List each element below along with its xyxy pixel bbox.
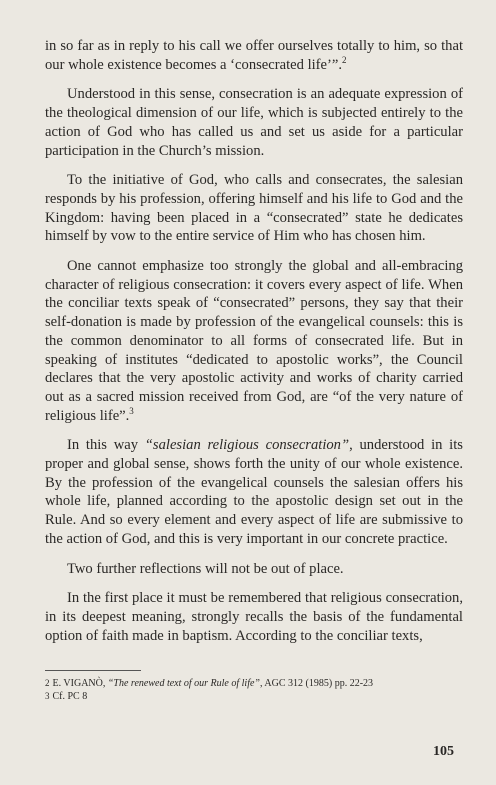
footnote-2-author: E. VIGANÒ, bbox=[52, 678, 108, 689]
paragraph-1 bbox=[45, 37, 463, 74]
paragraph-6: Two further reflections will not be out of place. bbox=[67, 560, 344, 577]
paragraph-2: Understood in this sense, consecration is an adequate expression of the theological dimension of our life, which is subjected entirely to the action of God who has called us and set us aside for a particular participation in the Church’s mission. bbox=[45, 86, 463, 159]
footnotes bbox=[45, 677, 463, 703]
footnote-rule bbox=[45, 670, 141, 671]
paragraph-5 bbox=[45, 436, 463, 548]
paragraph-4-text: One cannot emphasize too strongly the global and all-embracing character of religious consecration: it covers every aspect of life. When the conciliar texts speak of “consecrated” persons, they say that their self-donation is made by profession of the evangelical counsels: this is the common denominator to all forms of consecrated life. But in speaking of institutes “dedicated to apostolic works”, the Council declares that the very apostolic activity and works of charity carried out as a sacred mission received from God, are “of the very nature of religious life”. bbox=[45, 258, 463, 424]
footnote-2-source: , AGC 312 (1985) pp. 22-23 bbox=[259, 678, 374, 689]
footnote-ref-3: 3 bbox=[129, 405, 134, 416]
footnote-3-number: 3 bbox=[45, 691, 50, 701]
paragraph-1-text: in so far as in reply to his call we offer ourselves totally to him, so that our whole existence becomes a ‘consecrated life’”. bbox=[45, 38, 463, 73]
paragraph-5-emphasis: “salesian religious consecration” bbox=[144, 437, 350, 454]
footnote-2 bbox=[45, 677, 463, 690]
page-number: 105 bbox=[433, 744, 454, 759]
footnote-ref-2: 2 bbox=[342, 54, 347, 65]
footnote-2-number: 2 bbox=[45, 678, 50, 688]
footnote-3-text: Cf. PC 8 bbox=[52, 691, 88, 702]
paragraph-4 bbox=[45, 257, 463, 425]
paragraph-5-text: , understood in its proper and global sense, shows forth the unity of our whole existence. By the profession of the evangelical counsels the salesian offers his whole life, planned according to the apostolic design set out in the Rule. And so every element and every aspect of life are submissive to the action of God, and this is very important in our concrete practice. bbox=[45, 437, 463, 547]
paragraph-7: In the first place it must be remembered that religious consecration, in its deepest meaning, strongly recalls the basis of the fundamental option of faith made in baptism. According to the conciliar texts, bbox=[45, 590, 463, 644]
body-text bbox=[45, 37, 463, 656]
footnote-2-title: “The renewed text of our Rule of life” bbox=[107, 678, 260, 689]
paragraph-3: To the initiative of God, who calls and consecrates, the salesian responds by his profession, offering himself and his life to God and the Kingdom: having been placed in a “consecrated” state he dedicates himself by vow to the entire service of Him who has chosen him. bbox=[45, 172, 463, 245]
footnote-3 bbox=[45, 690, 463, 703]
paragraph-5-lead: In this way bbox=[67, 437, 145, 454]
